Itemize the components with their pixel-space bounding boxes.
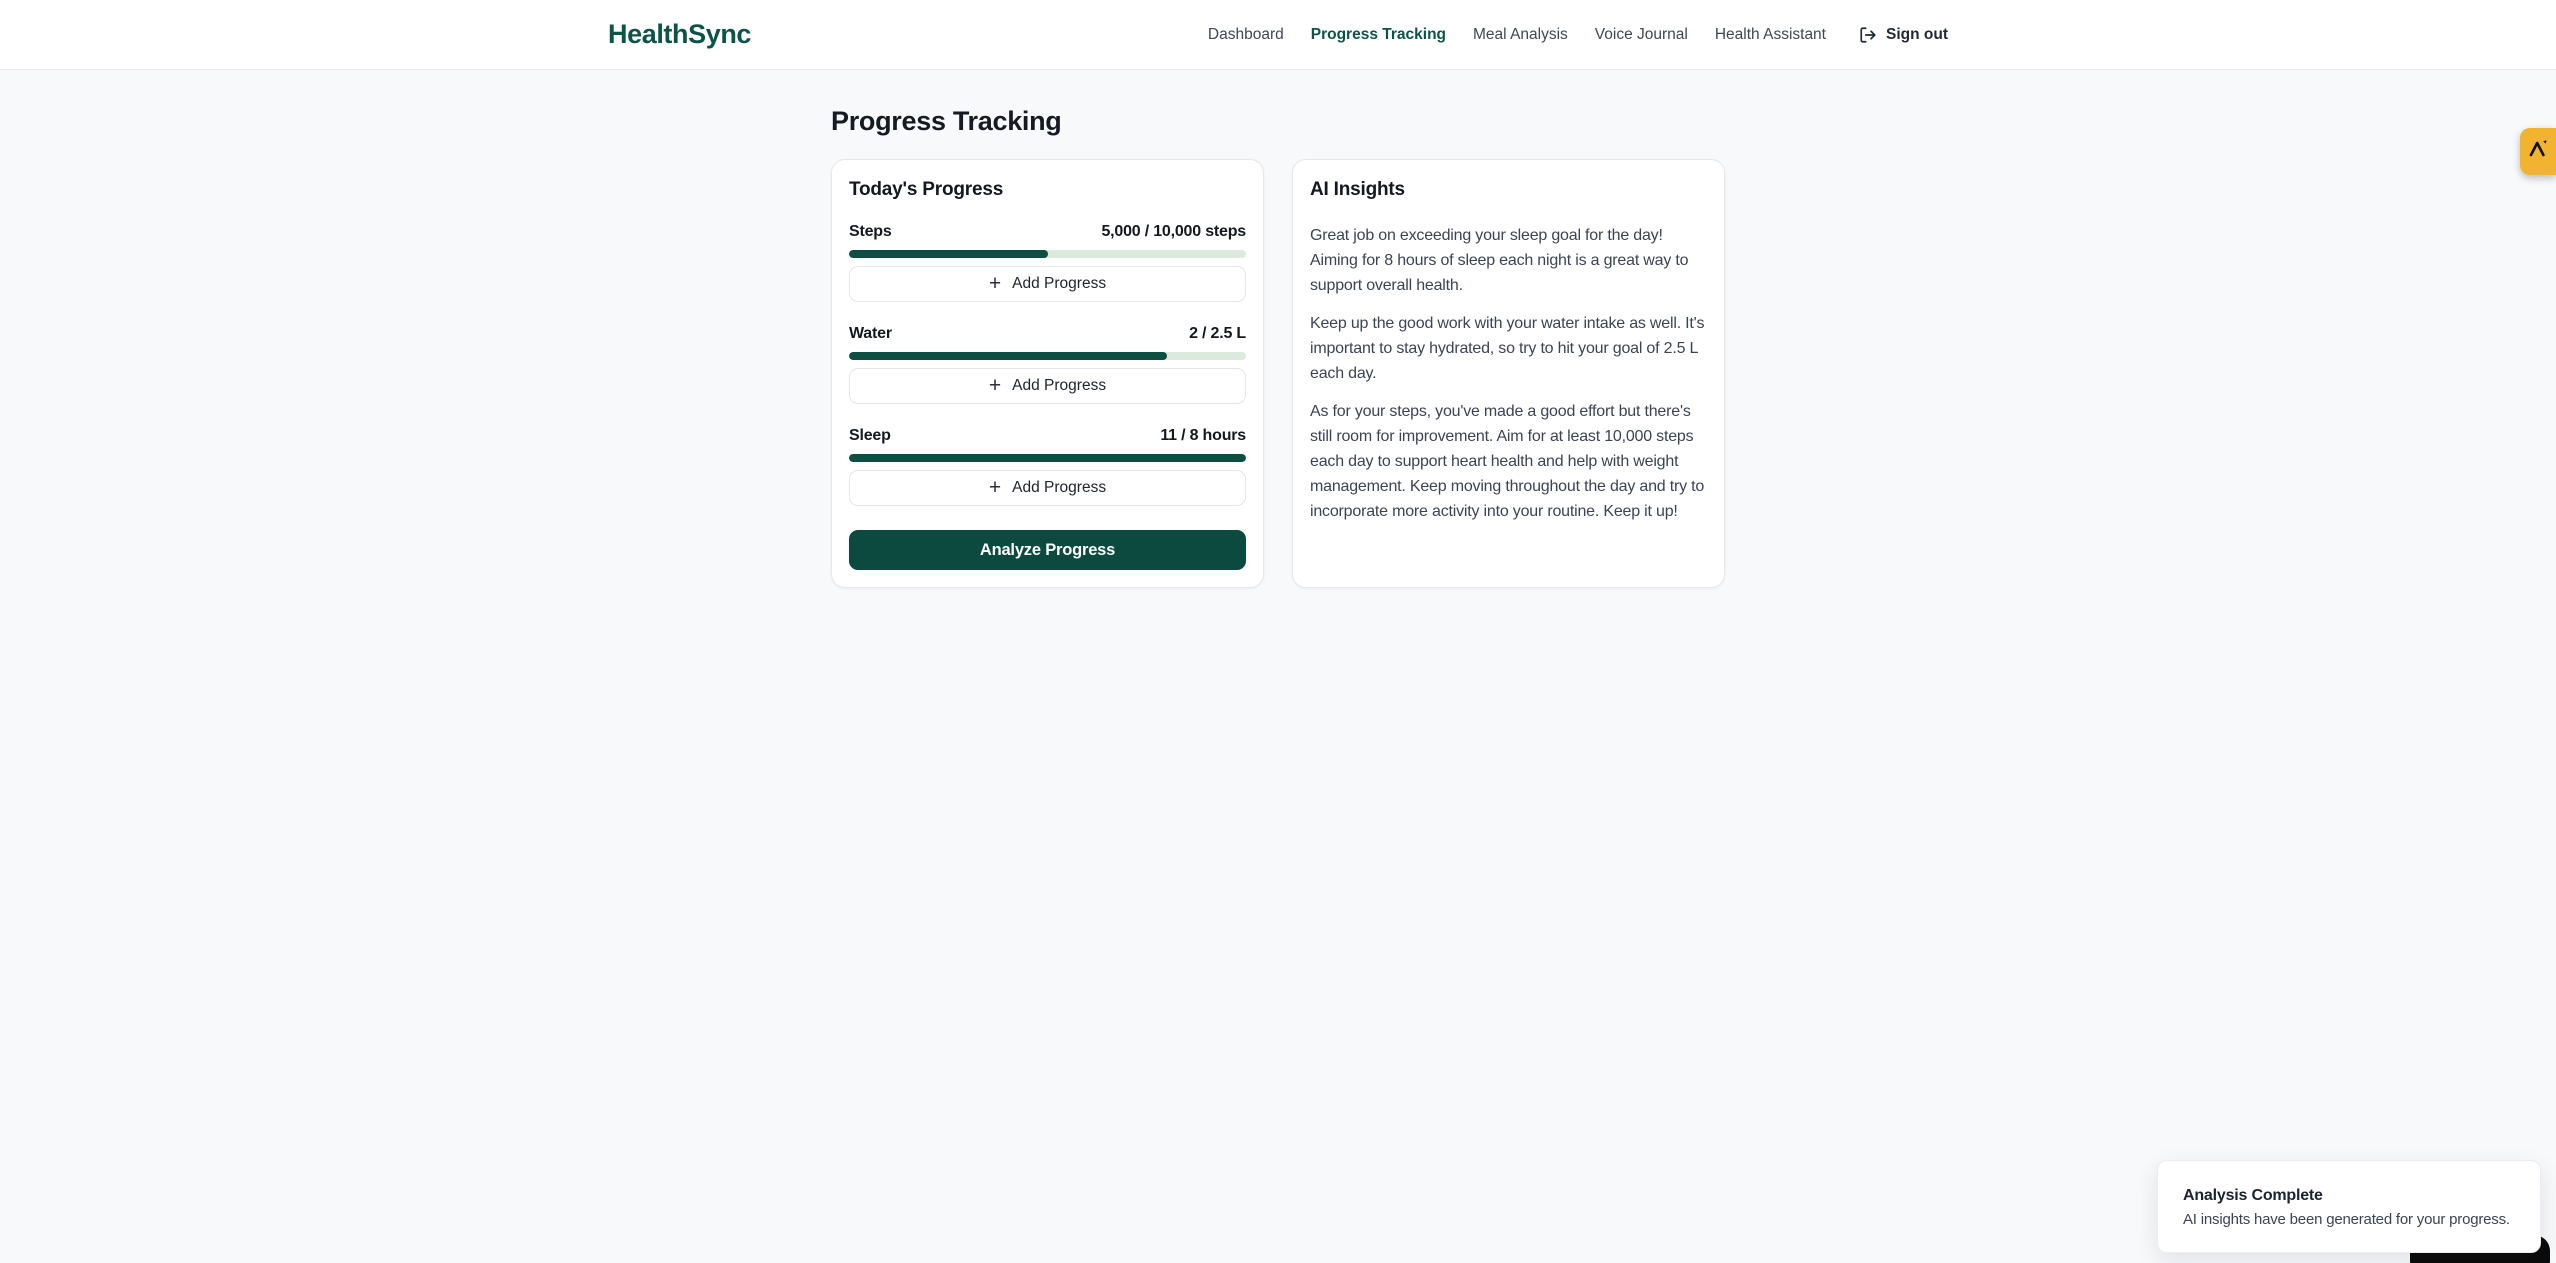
analyze-progress-button[interactable]: Analyze Progress [849,530,1246,570]
nav-item-meal-analysis[interactable]: Meal Analysis [1473,25,1568,43]
main-nav [1208,26,1948,44]
sleep-progress-bar [849,454,1246,462]
cards-grid [831,159,1725,588]
widget-lambda-icon [2527,138,2549,165]
sleep-progress-fill [849,454,1246,462]
water-progress-bar [849,352,1246,360]
main-content [831,106,1725,588]
insight-paragraph-water: Keep up the good work with your water intake as well. It's important to stay hydrated, so try to hit your goal of 2.5 L each day. [1310,315,1705,382]
nav-item-health-assistant[interactable]: Health Assistant [1714,25,1826,43]
steps-value: 5,000 / 10,000 steps [1101,223,1246,240]
toast-title: Analysis Complete [2183,1187,2323,1204]
water-value: 2 / 2.5 L [1189,325,1246,342]
water-add-progress-button[interactable] [849,368,1246,404]
toast-message: AI insights have been generated for your progress. [2183,1211,2510,1228]
steps-progress-bar [849,250,1246,258]
metric-steps [849,223,1246,302]
insight-paragraph-steps: As for your steps, you've made a good effort but there's still room for improvement. Aim for at least 10,000 steps each day to support heart health and help with weight management. Keep moving throughout the day and try to incorporate more activity into your routine. Keep it up! [1310,403,1705,520]
steps-add-progress-button[interactable] [849,266,1246,302]
header-container [608,0,1948,69]
ai-insights-card [1292,159,1725,588]
app-header [0,0,2556,70]
nav-item-dashboard[interactable]: Dashboard [1207,25,1284,43]
add-progress-label: Add Progress [1012,377,1107,394]
water-label: Water [849,325,892,342]
side-widget-button[interactable] [2520,128,2556,175]
metric-water [849,325,1246,404]
app-logo[interactable]: HealthSync [608,19,752,49]
steps-progress-fill [849,250,1048,258]
sleep-add-progress-button[interactable] [849,470,1246,506]
page-title: Progress Tracking [831,106,1062,136]
add-progress-label: Add Progress [1012,275,1107,292]
steps-label: Steps [849,223,892,240]
plus-icon: + [988,475,1002,499]
todays-progress-card [831,159,1264,588]
insight-paragraph-sleep: Great job on exceeding your sleep goal for the day! Aiming for 8 hours of sleep each night is a great way to support overall health. [1310,227,1689,294]
insights-card-title: AI Insights [1310,179,1405,200]
analysis-toast[interactable] [2157,1160,2541,1253]
water-progress-fill [849,352,1167,360]
plus-icon: + [988,271,1002,295]
nav-item-progress-tracking[interactable]: Progress Tracking [1310,25,1447,43]
plus-icon: + [988,373,1002,397]
nav-item-voice-journal[interactable]: Voice Journal [1594,25,1688,43]
metric-sleep [849,427,1246,506]
sign-out-label: Sign out [1886,25,1948,43]
add-progress-label: Add Progress [1012,479,1107,496]
sleep-value: 11 / 8 hours [1160,427,1246,444]
sign-out-button[interactable] [1859,26,1948,44]
logout-icon [1859,26,1877,44]
sleep-label: Sleep [849,427,891,444]
progress-card-title: Today's Progress [849,179,1004,200]
